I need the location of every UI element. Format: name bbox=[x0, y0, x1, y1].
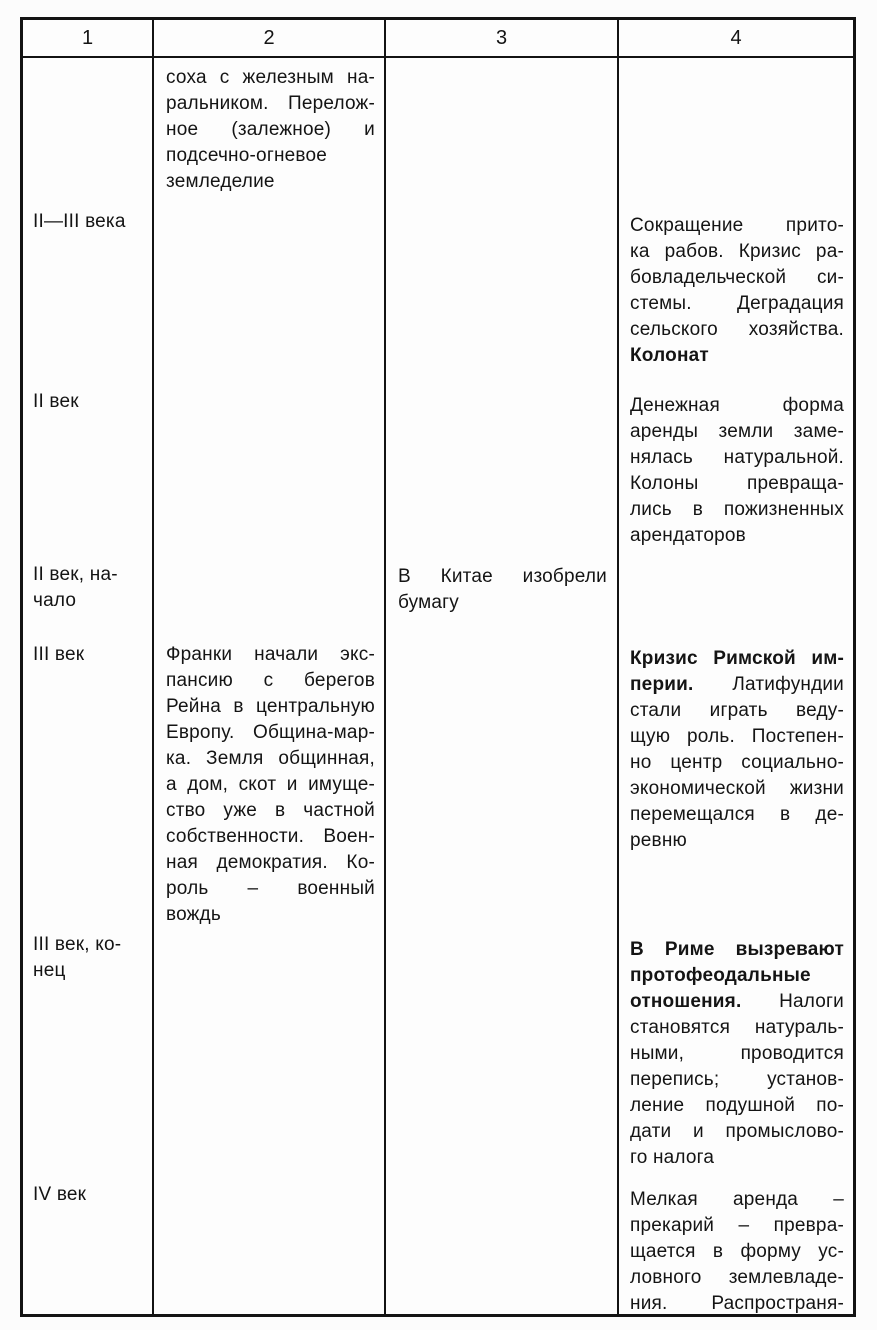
cell-roman-empire-crisis bbox=[630, 646, 844, 854]
cell-franks-expansion bbox=[166, 642, 375, 928]
text-line: протофеодальные bbox=[630, 965, 811, 986]
period-label-iii-vek bbox=[33, 642, 145, 668]
text-line: подсечно-огневое bbox=[166, 145, 328, 166]
text-line: го налога bbox=[630, 1147, 715, 1168]
text-line: земледелие bbox=[166, 171, 275, 192]
text-line: III век bbox=[33, 644, 85, 665]
text-line: Сокращение прито- bbox=[630, 215, 844, 236]
text-line: арендаторов bbox=[630, 525, 746, 546]
text-line: ление подушной по- bbox=[630, 1095, 844, 1116]
text-line: пансию с берегов bbox=[166, 670, 375, 691]
text-line: аренды земли заме- bbox=[630, 421, 844, 442]
cell-slaveholding-crisis bbox=[630, 213, 844, 369]
text-line: перепись; установ- bbox=[630, 1069, 844, 1090]
text-line: соха с железным на- bbox=[166, 67, 375, 88]
cell-rent-money-to-natural bbox=[630, 393, 844, 549]
text-line: стемы. Деградация bbox=[630, 293, 844, 314]
text-line: ревню bbox=[630, 830, 687, 851]
text-line: В Китае изобрели bbox=[398, 566, 607, 587]
text-line: сельского хозяйства. bbox=[630, 319, 844, 340]
column-header-4: 4 bbox=[730, 26, 742, 49]
text-line: II век, на- bbox=[33, 564, 118, 585]
cell-agriculture-continuation bbox=[166, 65, 375, 195]
text-line: стали играть веду- bbox=[630, 700, 844, 721]
text-line: нец bbox=[33, 960, 66, 981]
column-header-1: 1 bbox=[81, 26, 94, 49]
text-line: II—III века bbox=[33, 211, 126, 232]
text-line: щается в форму ус- bbox=[630, 1241, 844, 1262]
text-line: III век, ко- bbox=[33, 934, 122, 955]
cell-precarium-rent bbox=[630, 1187, 844, 1317]
period-label-iii-vek-konec bbox=[33, 932, 145, 984]
text-line: отношения. Налоги bbox=[630, 991, 844, 1012]
period-label-iv-vek bbox=[33, 1182, 145, 1208]
text-line: бовладельческой си- bbox=[630, 267, 844, 288]
cell-protofeudal-relations bbox=[630, 937, 844, 1171]
text-line: перемещался в де- bbox=[630, 804, 844, 825]
text-line: ка рабов. Кризис ра- bbox=[630, 241, 844, 262]
text-line: а дом, скот и имуще- bbox=[166, 774, 375, 795]
text-line: IV век bbox=[33, 1184, 87, 1205]
text-line: Колонат bbox=[630, 345, 709, 366]
text-line: II век bbox=[33, 391, 79, 412]
text-line: ральником. Перелож- bbox=[166, 93, 375, 114]
text-line: ство уже в частной bbox=[166, 800, 375, 821]
text-line: ная демократия. Ко- bbox=[166, 852, 375, 873]
period-label-ii-vek bbox=[33, 389, 145, 415]
column-header-2: 2 bbox=[263, 26, 275, 49]
text-line: Франки начали экс- bbox=[166, 644, 375, 665]
text-line: ловного землевладе- bbox=[630, 1267, 844, 1288]
period-label-ii-vek-nachalo bbox=[33, 562, 145, 614]
text-line: Рейна в центральную bbox=[166, 696, 375, 717]
text-line: бумагу bbox=[398, 592, 460, 613]
text-line: Европу. Община-мар- bbox=[166, 722, 375, 743]
text-line: лись в пожизненных bbox=[630, 499, 844, 520]
text-line: нялась натуральной. bbox=[630, 447, 844, 468]
text-line: но центр социально- bbox=[630, 752, 844, 773]
period-label-ii-iii-veka bbox=[33, 209, 145, 235]
text-line: щую роль. Постепен- bbox=[630, 726, 844, 747]
history-timeline-table bbox=[20, 17, 856, 1317]
text-line: прекарий – превра- bbox=[630, 1215, 844, 1236]
text-line: становятся натураль- bbox=[630, 1017, 844, 1038]
text-line: Колоны превраща- bbox=[630, 473, 844, 494]
text-line: собственности. Воен- bbox=[166, 826, 375, 847]
column-header-3: 3 bbox=[495, 26, 508, 49]
table-header-row bbox=[23, 20, 853, 58]
text-line: Кризис Римской им- bbox=[630, 648, 844, 669]
text-line: перии. Латифундии bbox=[630, 674, 844, 695]
text-line: дати и промыслово- bbox=[630, 1121, 844, 1142]
text-line: роль – военный bbox=[166, 878, 375, 899]
text-line: вождь bbox=[166, 904, 221, 925]
cell-china-paper-invention bbox=[398, 564, 607, 616]
text-line: ными, проводится bbox=[630, 1043, 844, 1064]
text-line: экономической жизни bbox=[630, 778, 844, 799]
text-line: ка. Земля общинная, bbox=[166, 748, 375, 769]
text-line: чало bbox=[33, 590, 77, 611]
table-body bbox=[23, 58, 853, 1314]
text-line: Денежная форма bbox=[630, 395, 844, 416]
text-line: ное (залежное) и bbox=[166, 119, 375, 140]
text-line: Мелкая аренда – bbox=[630, 1189, 844, 1210]
text-line: В Риме вызревают bbox=[630, 939, 844, 960]
text-line: ния. Распространя- bbox=[630, 1293, 844, 1314]
